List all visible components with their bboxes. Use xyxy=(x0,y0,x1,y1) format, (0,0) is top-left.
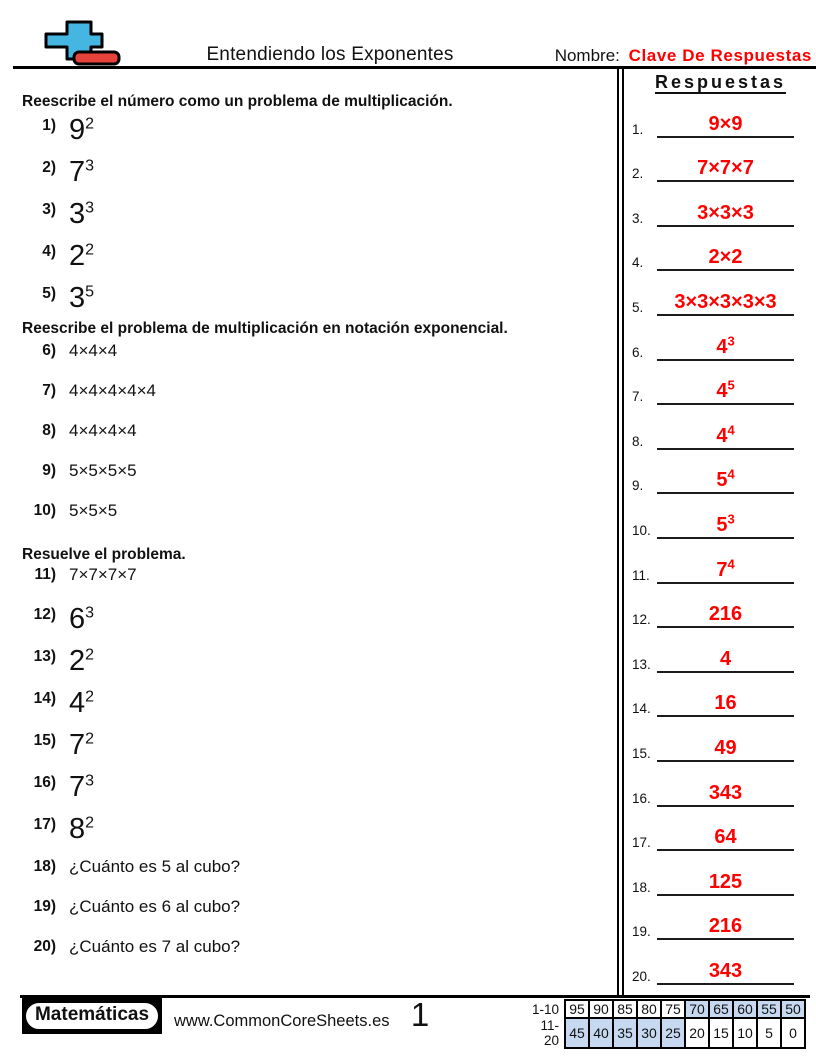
problem-number: 3) xyxy=(42,201,56,218)
problem-expression: $4^2$ xyxy=(69,687,95,719)
answer-row xyxy=(625,271,816,316)
problem-number: 18) xyxy=(33,858,56,875)
problem-expression: ¿Cuánto es 6 al cubo? xyxy=(69,897,241,916)
column-divider xyxy=(617,68,624,995)
answer-number: 19. xyxy=(632,924,651,940)
subject-badge-label: Matemáticas xyxy=(24,1001,160,1031)
exponent: 3 xyxy=(727,511,735,527)
answer-row xyxy=(625,673,816,718)
score-cell: 30 xyxy=(637,1018,661,1048)
exponent: 3 xyxy=(727,332,735,348)
answer-blank: 49 xyxy=(657,737,794,762)
answer-number: 11. xyxy=(632,567,650,583)
answer-row xyxy=(625,138,816,183)
exponent: 2 xyxy=(85,730,95,748)
problem-expression: $7^2$ xyxy=(69,729,95,761)
score-cell: 25 xyxy=(661,1018,685,1048)
problem-item xyxy=(22,380,610,420)
score-table xyxy=(529,999,806,1049)
problem-item xyxy=(22,500,610,540)
score-cell: 95 xyxy=(565,1000,589,1018)
answer-number: 17. xyxy=(632,835,651,851)
answer-blank: 216 xyxy=(657,915,794,940)
answer-number: 12. xyxy=(632,612,651,628)
problem-number: 1) xyxy=(42,117,56,134)
answer-blank: 2×2 xyxy=(657,246,794,271)
problem-section xyxy=(22,319,610,540)
answer-blank: 3×3×3 xyxy=(657,202,794,227)
answer-blank: 9×9 xyxy=(657,113,794,138)
answer-row xyxy=(625,361,816,406)
problem-number: 14) xyxy=(33,690,56,707)
answer-blank: 16 xyxy=(657,692,794,717)
exponent: 2 xyxy=(85,814,95,832)
problem-expression: $7^3$ xyxy=(69,156,95,188)
score-cell: 5 xyxy=(757,1018,781,1048)
answer-number: 2. xyxy=(632,166,644,182)
problems-column xyxy=(22,68,610,976)
score-cell: 65 xyxy=(709,1000,733,1018)
problem-item xyxy=(22,241,610,283)
problem-expression: ¿Cuánto es 7 al cubo? xyxy=(69,937,241,956)
section-instruction: Resuelve el problema. xyxy=(22,546,186,563)
problem-number: 12) xyxy=(33,606,56,623)
exponent: 4 xyxy=(727,466,735,482)
problem-expression: 7×7×7×7 xyxy=(69,565,137,584)
answer-blank: 125 xyxy=(657,871,794,896)
answer-blank: 64 xyxy=(657,826,794,851)
answer-row xyxy=(625,93,816,138)
answer-row xyxy=(625,450,816,495)
exponent: 4 xyxy=(727,555,735,571)
answer-blank: $5^4$ xyxy=(657,469,794,494)
answer-number: 14. xyxy=(632,701,651,717)
problem-section xyxy=(22,92,610,325)
section-instruction: Reescribe el número como un problema de multiplicación. xyxy=(22,93,453,110)
answer-number: 5. xyxy=(632,299,644,315)
problem-number: 5) xyxy=(42,285,56,302)
exponent: 2 xyxy=(85,241,95,259)
answer-blank: 7×7×7 xyxy=(657,157,794,182)
answer-blank: 216 xyxy=(657,603,794,628)
score-cell: 85 xyxy=(613,1000,637,1018)
score-cell: 0 xyxy=(781,1018,805,1048)
problem-item xyxy=(22,814,610,856)
problem-expression: $8^2$ xyxy=(69,813,95,845)
score-cell: 45 xyxy=(565,1018,589,1048)
problem-item xyxy=(22,420,610,460)
answer-number: 7. xyxy=(632,389,644,405)
answer-number: 20. xyxy=(632,968,651,984)
answer-row xyxy=(625,539,816,584)
answer-row xyxy=(625,807,816,852)
problem-number: 2) xyxy=(42,159,56,176)
answer-row xyxy=(625,940,816,985)
exponent: 2 xyxy=(85,688,95,706)
problem-item xyxy=(22,646,610,688)
name-field xyxy=(555,46,812,66)
problem-number: 19) xyxy=(33,898,56,915)
answer-number: 13. xyxy=(632,656,651,672)
problem-expression: $7^3$ xyxy=(69,771,95,803)
answers-title: Respuestas xyxy=(654,72,787,92)
problem-item xyxy=(22,564,610,604)
answer-row xyxy=(625,182,816,227)
score-cell: 10 xyxy=(733,1018,757,1048)
answer-row xyxy=(625,316,816,361)
answer-blank: 343 xyxy=(657,960,794,985)
problem-expression: 4×4×4 xyxy=(69,341,118,360)
problem-number: 15) xyxy=(33,732,56,749)
exponent: 5 xyxy=(85,283,95,301)
answer-key-label: Clave De Respuestas xyxy=(628,46,812,65)
problem-number: 17) xyxy=(33,816,56,833)
exponent: 3 xyxy=(85,157,95,175)
problem-expression: 5×5×5 xyxy=(69,501,118,520)
score-cell: 35 xyxy=(613,1018,637,1048)
score-cell: 50 xyxy=(781,1000,805,1018)
answer-blank: 4 xyxy=(657,648,794,673)
problem-expression: $9^2$ xyxy=(69,114,95,146)
exponent: 3 xyxy=(85,199,95,217)
problem-expression: 5×5×5×5 xyxy=(69,461,137,480)
answer-blank: 343 xyxy=(657,782,794,807)
exponent: 4 xyxy=(727,422,735,438)
problem-item xyxy=(22,604,610,646)
answer-blank: $7^4$ xyxy=(657,559,794,584)
answers-list xyxy=(625,93,816,985)
problem-expression: $6^3$ xyxy=(69,603,95,635)
problem-item xyxy=(22,199,610,241)
problem-expression: 4×4×4×4×4 xyxy=(69,381,156,400)
problem-expression: 4×4×4×4 xyxy=(69,421,137,440)
answer-number: 9. xyxy=(632,478,644,494)
problem-expression: $3^3$ xyxy=(69,198,95,230)
score-cell: 15 xyxy=(709,1018,733,1048)
problem-number: 8) xyxy=(42,422,56,439)
score-cell: 40 xyxy=(589,1018,613,1048)
score-cell: 80 xyxy=(637,1000,661,1018)
problem-number: 7) xyxy=(42,382,56,399)
exponent: 3 xyxy=(85,772,95,790)
answer-row xyxy=(625,405,816,450)
problem-item xyxy=(22,856,610,896)
answer-row xyxy=(625,896,816,941)
score-cell: 70 xyxy=(685,1000,709,1018)
score-cell: 55 xyxy=(757,1000,781,1018)
section-instruction: Reescribe el problema de multiplicación en notación exponencial. xyxy=(22,320,508,337)
problem-section xyxy=(22,545,610,976)
answer-row xyxy=(625,494,816,539)
problem-number: 9) xyxy=(42,462,56,479)
answer-row xyxy=(625,584,816,629)
score-cell: 60 xyxy=(733,1000,757,1018)
score-cell: 90 xyxy=(589,1000,613,1018)
page-title: Entendiendo los Exponentes xyxy=(206,44,454,65)
problem-item xyxy=(22,896,610,936)
exponent: 2 xyxy=(85,646,95,664)
answer-blank: 3×3×3×3×3 xyxy=(657,291,794,316)
answer-row xyxy=(625,717,816,762)
score-row xyxy=(529,1000,805,1018)
answer-number: 3. xyxy=(632,210,644,226)
problem-item xyxy=(22,936,610,976)
problem-expression: $2^2$ xyxy=(69,645,95,677)
page-number: 1 xyxy=(410,996,430,1033)
answer-number: 16. xyxy=(632,790,651,806)
answers-column xyxy=(625,68,816,985)
exponent: 5 xyxy=(727,377,735,393)
answer-blank: $5^3$ xyxy=(657,514,794,539)
score-range-label: 11-20 xyxy=(540,1018,559,1048)
exponent: 3 xyxy=(85,604,95,622)
problem-number: 11) xyxy=(34,566,56,583)
problem-number: 20) xyxy=(33,938,56,955)
problem-expression: $3^5$ xyxy=(69,282,95,314)
score-range-label: 1-10 xyxy=(531,1001,559,1017)
answer-number: 10. xyxy=(632,522,651,538)
problem-number: 10) xyxy=(33,502,56,519)
answer-row xyxy=(625,227,816,272)
answer-number: 18. xyxy=(632,879,651,895)
problem-number: 6) xyxy=(42,342,56,359)
answer-row xyxy=(625,851,816,896)
problem-item xyxy=(22,772,610,814)
answer-blank: $4^5$ xyxy=(657,380,794,405)
answer-blank: $4^3$ xyxy=(657,336,794,361)
answer-row xyxy=(625,628,816,673)
score-row xyxy=(529,1018,805,1048)
problem-number: 4) xyxy=(42,243,56,260)
problem-expression: ¿Cuánto es 5 al cubo? xyxy=(69,857,241,876)
score-cell: 75 xyxy=(661,1000,685,1018)
name-label: Nombre: xyxy=(554,46,620,65)
answer-number: 15. xyxy=(632,745,651,761)
problem-item xyxy=(22,340,610,380)
problem-number: 16) xyxy=(33,774,56,791)
problem-item xyxy=(22,730,610,772)
problem-item xyxy=(22,460,610,500)
problem-number: 13) xyxy=(33,648,56,665)
answer-blank: $4^4$ xyxy=(657,425,794,450)
answer-number: 8. xyxy=(632,433,644,449)
website-url: www.CommonCoreSheets.es xyxy=(174,1012,390,1030)
answer-row xyxy=(625,762,816,807)
answer-number: 1. xyxy=(632,121,644,137)
score-cell: 20 xyxy=(685,1018,709,1048)
problem-item xyxy=(22,157,610,199)
answer-number: 4. xyxy=(632,255,644,271)
problem-item xyxy=(22,688,610,730)
exponent: 2 xyxy=(85,115,95,133)
problem-item xyxy=(22,115,610,157)
answer-number: 6. xyxy=(632,344,644,360)
problem-expression: $2^2$ xyxy=(69,240,95,272)
subject-badge xyxy=(22,997,162,1034)
